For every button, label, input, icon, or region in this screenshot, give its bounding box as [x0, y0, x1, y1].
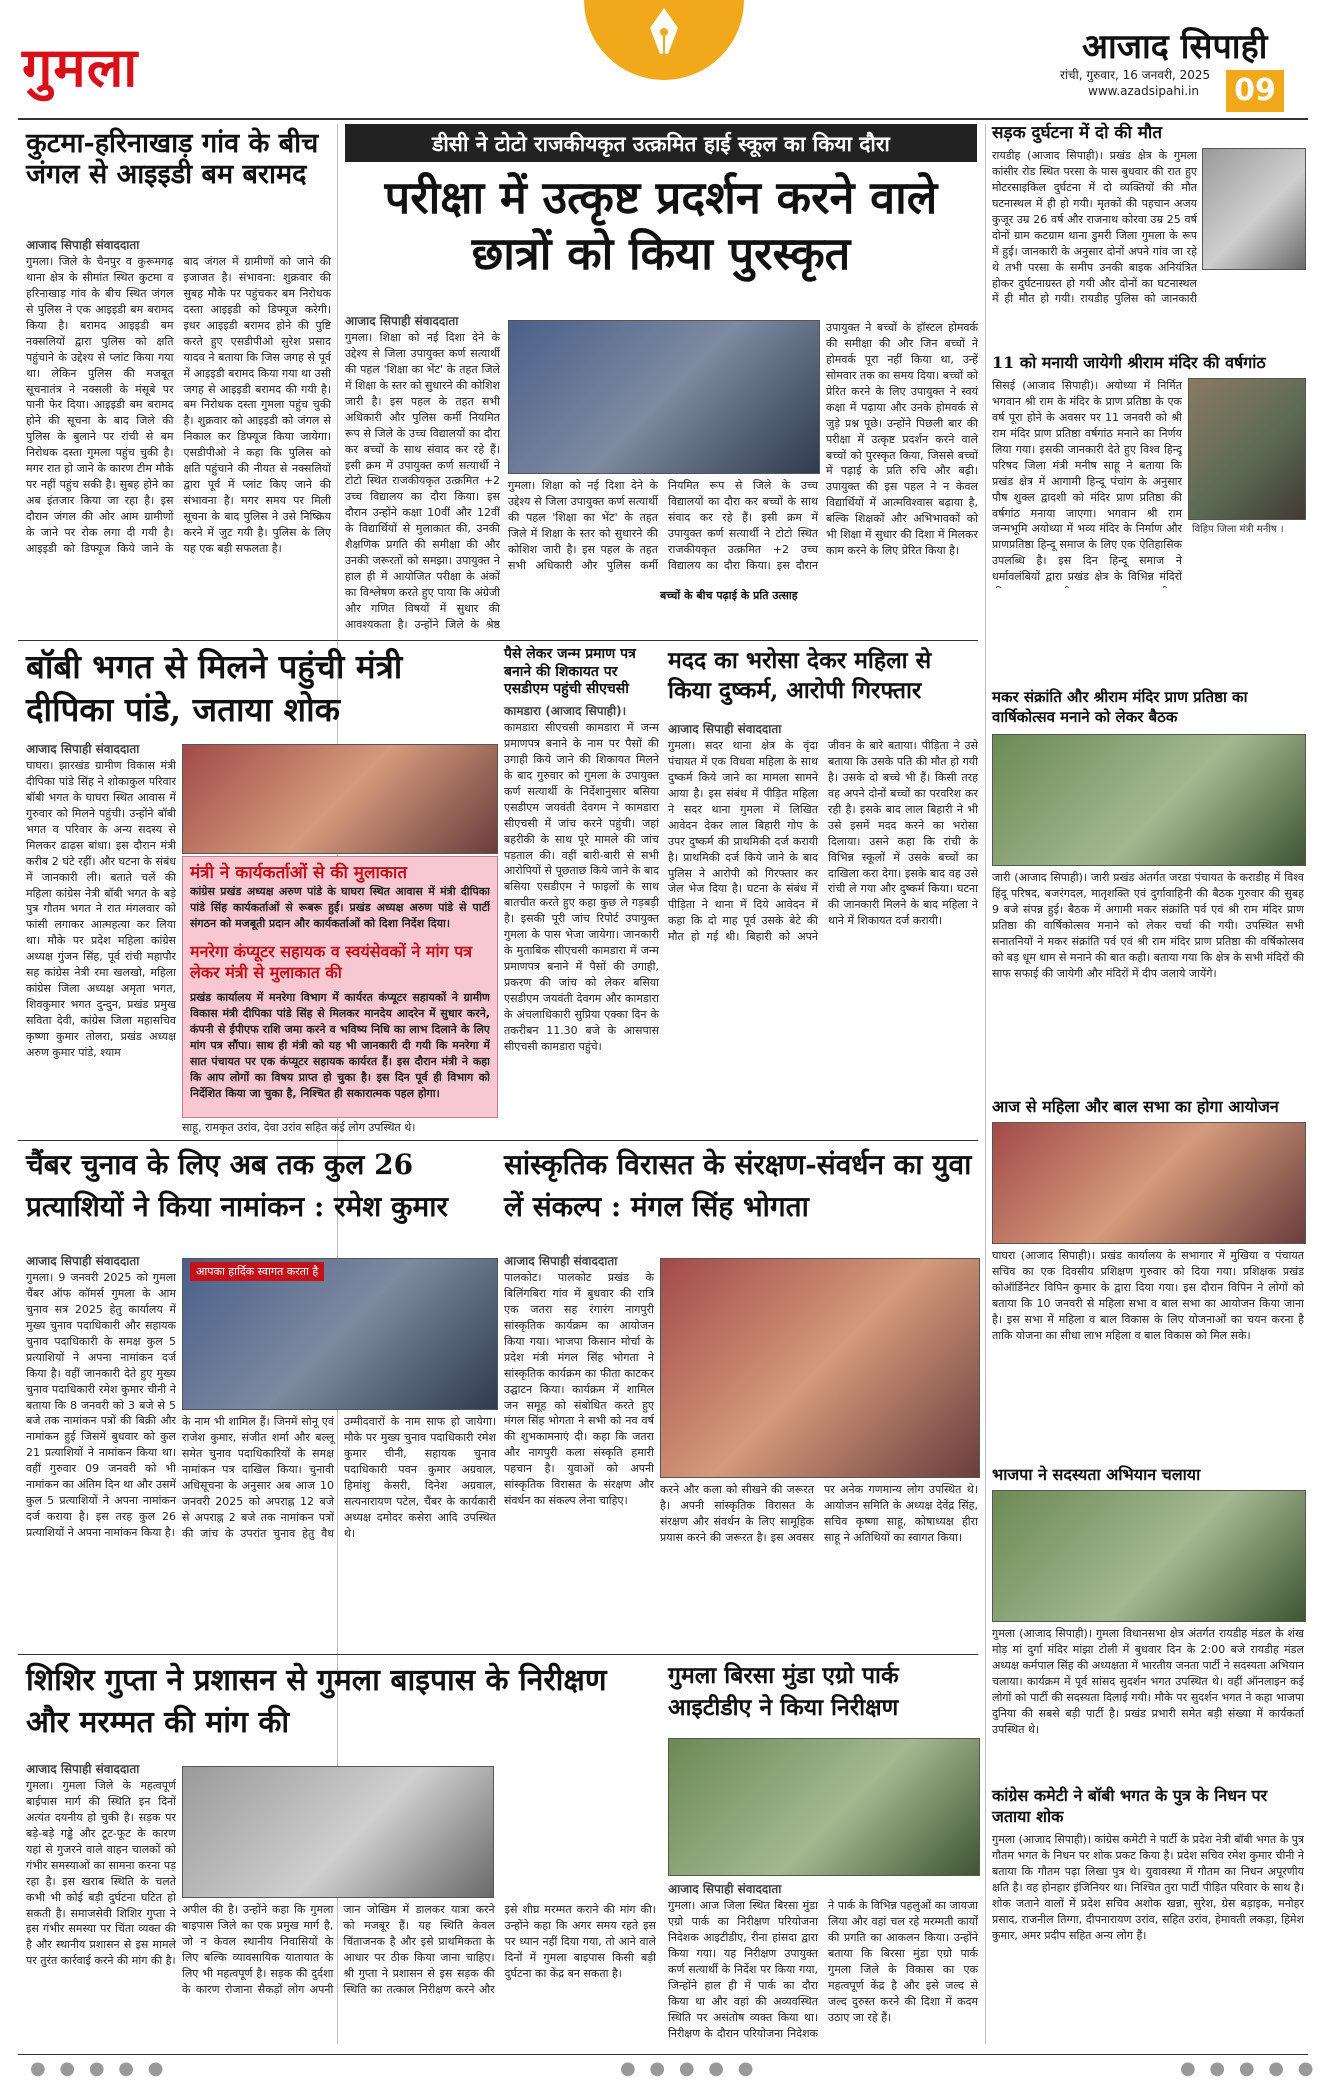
city-title: गुमला: [22, 35, 139, 99]
story15-body: गुमला (आजाद सिपाही)। कांग्रेस कमेटी ने पार्टी के प्रदेश नेत्री बॉबी भगत के पुत्र गौतम भगत के निधन पर शोक प्रकट किया है। प्रदेश सचिव रमेश कुमार चीनी ने बताया कि गौतम पढ़ा लिखा पुत्र थे। युवावस्था में गौतम का निधन अपूरणीय क्षति है। वह होनहार इंजिनियर था। निश्चित तुरा पार्टी पीड़ित परिवार के साथ है। शोक जताने वालों में प्रदेश सचिव अशोक खन्ना, सुरेश, ग्रेस बड़ाइक, मनोहर प्रसाद, राजनील तिग्गा, दीपनारायण उरांव, सहित उरांव, हेमावती लकड़ा, हिमेश कुमार, अमर प्रदीप सहित अन्य लोग हैं।: [992, 1833, 1304, 1942]
story13-byline: आजाद सिपाही संवाददाता: [26, 1762, 140, 1776]
damaged-bypass-photo: [182, 1766, 494, 1898]
story5-body: घाघरा। झारखंड ग्रामीण विकास मंत्री दीपिका पांडे सिंह ने शोकाकुल परिवार बॉबी भगत के घाघरा स्थित आवास में गुरुवार को मिलने पहुंची। उन्होंने बॉबी भगत व परिवार के अन्य सदस्य से मिलकर ढाढ़स बांधा। इस दौरान मंत्री करीब 2 घंटे रहीं। और घटना के संबंध में जानकारी ली। बताते चलें की महिला कांग्रेस नेत्री बॉबी भगत के बड़े पुत्र गौतम भगत ने रात मंगलवार को फांसी लगाकर आत्महत्या कर लिया था। मौके पर प्रदेश महिला कांग्रेस अध्यक्ष गुंजन सिंह, पूर्व रांची महापौर सह कांग्रेस नेत्री रमा खलखो, महिला कांग्रेस जिला अध्यक्ष अमृता भगत, शिवकुमार भगत दुन्दुन, प्रखंड प्रमुख सविता देवी, कांग्रेस जिला महासचिव कृष्णा कुमार तोलरा, प्रखंड अध्यक्ष अरुण कुमार पांडे, श्याम: [26, 759, 176, 1059]
story4-body-cont: [992, 590, 1304, 682]
story2-subhead: बच्चों के बीच पढ़ाई के प्रति उत्साह: [660, 589, 798, 602]
accident-bike-photo: [1202, 148, 1306, 270]
story10-headline: चैंबर चुनाव के लिए अब तक कुल 26 प्रत्याशियों ने किया नामांकन : रमेश कुमार: [26, 1148, 448, 1223]
story2-headline: परीक्षा में उत्कृष्ट प्रदर्शन करने वाले छात्रों को किया पुरस्कृत: [384, 171, 938, 281]
box-subtitle: मनरेगा कंप्यूटर सहायक व स्वयंसेवकों ने मांग पत्र लेकर मंत्री से मुलाकात की: [190, 942, 473, 982]
minister-visit-photo: [182, 744, 498, 854]
meeting-photo: [992, 734, 1306, 866]
story2-byline: आजाद सिपाही संवाददाता: [345, 314, 459, 328]
box-footer: साहू, रामकृत उरांव, देवा उरांव सहित कई लोग उपस्थित थे।: [182, 1121, 416, 1134]
masthead: [0, 0, 1325, 118]
story8-body: जारी (आजाद सिपाही)। जारी प्रखंड अंतर्गत जरडा पंचायत के कराडीह में विश्व हिंदू परिषद, बजरंगदल, मातृशक्ति एवं दुर्गावाहिनी की बैठक गुरुवार की सुबह 9 बजे संपन्न हुई। बैठक में अगामी मकर संक्रांति पर्व एवं श्री राम मंदिर प्राण प्रतिष्ठा की वार्षिकोत्सव मनाने को लेकर चर्चा की गयी। उपस्थित सभी सनातनियों ने मकर संक्रांति पर्व एवं श्री राम मंदिर प्राण प्रतिष्ठा की वर्षिकोत्सव को बड़ धूम धाम से मनाने की बात कही। बताया गया कि क्षेत्र के सभी मंदिरों की साफ सफाई की जायेगी और मंदिरों में दीप जलाये जायेंगे।: [992, 871, 1304, 980]
story12-body: गुमला (आजाद सिपाही)। गुमला विधानसभा क्षेत्र अंतर्गत रायडीह मंडल के शंख मोड़ मां दुर्गा मंदिर मांझा टोली में बुधवार दिन के 2:00 बजे रायडीह मंडल अध्यक्ष कर्मपाल सिंह की अध्यक्षता में भारतीय जनता पार्टी ने सदस्यता अभियान चलाया। कार्यक्रम में पूर्व सांसद सुदर्शन भगत उपस्थित थे। वहीं ऑनलाइन कई लोगों को पार्टी की सदस्यता दिलाई गयी। मौके पर सुदर्शन भगत ने कहा भाजपा दुनिया की सबसे बड़ी पार्टी है। प्रखंड प्रभारी समेत बड़ी संख्या में कार्यकर्ता उपस्थित थे।: [992, 1627, 1304, 1736]
story1-headline: कुटमा-हरिनाखाड़ गांव के बीच जंगल से आइइडी बम बरामद: [26, 128, 319, 191]
box-title: मंत्री ने कार्यकर्ताओं से की मुलाकात: [190, 863, 408, 883]
website[interactable]: www.azadsipahi.in: [1088, 84, 1200, 98]
welcome-poster-text: आपका हार्दिक स्वागत करता है: [190, 1262, 324, 1281]
bjp-membership-photo: [992, 1490, 1306, 1622]
date-line: रांची, गुरुवार, 16 जनवरी, 2025: [1060, 68, 1211, 82]
story9-headline: आज से महिला और बाल सभा का होगा आयोजन: [992, 1097, 1279, 1116]
registration-dots-right: ● ● ● ● ●: [1180, 2058, 1318, 2079]
story4-headline: 11 को मनायी जायेगी श्रीराम मंदिर की वर्षगांठ: [992, 353, 1266, 372]
women-sabha-photo: [992, 1122, 1306, 1244]
page-number: 09: [1226, 70, 1284, 112]
story13-headline: शिशिर गुप्ता ने प्रशासन से गुमला बाइपास के निरीक्षण और मरम्मत की मांग की: [26, 1663, 607, 1740]
story13-body: गुमला। गुमला जिले के महत्वपूर्ण बाईपास मार्ग की स्थिति इन दिनों अत्यंत दयनीय हो चुकी है। सड़क पर बड़े-बड़े गड्ढे और टूट-फूट के कारण यहां से गुजरने वाले वाहन चालकों को गंभीर समस्याओं का सामना करना पड़ रहा है। इस खराब स्थिति के चलते कभी भी कोई बड़ी दुर्घटना घटित हो सकती है। समाजसेवी शिशिर गुप्ता ने इस गंभीर समस्या पर चिंता व्यक्त की है और स्थानीय प्रशासन से इस मामले पर तुरंत कार्रवाई करने की मांग की है।: [26, 1779, 176, 1968]
story11-body: पालकोट। पालकोट प्रखंड के बिलिंगबिरा गांव में बुधवार की रात्रि एक जतरा सह रंगारंग नागपुरी सांस्कृतिक कार्यक्रम का आयोजन किया गया। भाजपा किसान मोर्चा के प्रदेश मंत्री मंगल सिंह भोगता ने सांस्कृतिक कार्यक्रम का फीता काटकर उद्घाटन किया। कार्यक्रम में शामिल जन समूह को संबोधित करते हुए मंगल सिंह भोगता ने सभी को नव वर्ष की शुभकामनाएं दी। कहा कि जतरा और नागपुरी कला संस्कृति हमारी पहचान है। युवाओं को अपनी सांस्कृतिक विरासत के संरक्षण और संवर्धन का संकल्प लेना चाहिए।: [504, 1271, 654, 1508]
story2-kicker: डीसी ने टोटो राजकीयकृत उत्क्रमित हाई स्कूल का किया दौरा: [432, 131, 890, 156]
story5-headline: बॉबी भगत से मिलने पहुंची मंत्री दीपिका पांडे, जताया शोक: [26, 647, 403, 729]
agro-park-photo: [668, 1738, 980, 1876]
footer-rule: [18, 2054, 1308, 2055]
story2-body-cont: गुमला। शिक्षा को नई दिशा देने के उद्देश्य से जिला उपायुक्त कर्ण सत्यार्थी की पहल 'शिक्षा का भेंट' के तहत जिले में शिक्षा के स्तर को सुधारने की कोशिश जारी है। इस पहल के तहत सभी अधिकारी और पुलिस कर्मी नियमित रूप से जिले के उच्च विद्यालयों का दौरा कर बच्चों के साथ संवाद कर रहे हैं। इसी क्रम में उपायुक्त कर्ण सत्यार्थी ने टोटो स्थित राजकीयकृत उत्क्रमित +2 उच्च विद्यालय का दौरा किया। इस दौरान: [508, 479, 818, 572]
story11-byline: आजाद सिपाही संवाददाता: [504, 1254, 618, 1268]
story6-byline: कामडारा (आजाद सिपाही)।: [504, 704, 627, 718]
story7-headline: मदद का भरोसा देकर महिला से किया दुष्कर्म, आरोपी गिरफ्तार: [668, 647, 932, 704]
story12-headline: भाजपा ने सदस्यता अभियान चलाया: [992, 1465, 1201, 1484]
story4-body: सिसई (आजाद सिपाही)। अयोध्या में निर्मित भगवान श्री राम के मंदिर के प्राण प्रतिष्ठा के एक वर्ष पूरा होने के अवसर पर 11 जनवरी को श्री राम मंदिर प्राण प्रतिष्ठा वर्षगांठ मनाने का निर्णय लिया गया। इसकी जानकारी देते हुए विश्व हिन्दू परिषद जिला मंत्री मनीष साहू ने बताया कि प्रखंड क्षेत्र में आगामी हिन्दू पंचांग के अनुसार पौष शुक्ल द्वादशी को मंदिर प्राण प्रतिष्ठा की वर्षगांठ मनाया जाएगा। भगवान श्री राम जन्मभूमि अयोध्या में भव्य मंदिर के निर्माण और प्राणप्रतिष्ठा हिन्दू समाज के लिए एक ऐतिहासिक उपलब्धि है। इस दिन हिन्दू समाज ने धर्मावलंबियों द्वारा प्रखंड क्षेत्र के विभिन्न मंदिरों: [992, 379, 1182, 584]
story2-body2: उपायुक्त ने बच्चों के हॉस्टल होमवर्क की समीक्षा की और जिन बच्चों ने होमवर्क पूरा नहीं किया था, उन्हें सोमवार तक का समय दिया। बच्चों को प्रेरित करने के लिए उपायुक्त ने स्वयं कक्षा में पढ़ाया और उनके होमवर्क से जुड़े प्रश्न पूछे। उन्होंने पिछली बार की परीक्षा में उत्कृष्ट प्रदर्शन करने वाले बच्चों को पुरस्कृत किया, जिससे बच्चों में पढ़ाई के प्रति रुचि और बढ़ी। उपायुक्त की इस पहल ने न केवल विद्यार्थियों में आत्मविश्वास बढ़ाया है, बल्कि शिक्षकों और अभिभावकों को भी शिक्षा में सुधार की दिशा में मिलकर काम करने के लिए प्रेरित किया है।: [826, 321, 978, 558]
newspaper-name: आजाद सिपाही: [1082, 27, 1268, 67]
story7-byline: आजाद सिपाही संवाददाता: [668, 722, 782, 736]
story3-body: रायडीह (आजाद सिपाही)। प्रखंड क्षेत्र के गुमला कांसीर रोड स्थित परसा के पास बुधवार की रात हुए मोटरसाइकिल दुर्घटना में दो व्यक्तियों की मौत घटनास्थल में ही हो गयी। मृतकों की पहचान अजय कुजूर उम्र 26 वर्ष और राजनाथ कोरवा उम्र 25 वर्ष दोनों ग्राम कटग्राम थाना डुमरी जिला गुमला के रूप में हुई। जानकारी के अनुसार दोनों अपने गांव जा रहे थे तभी परसा के समीप उनकी बाइक अनियंत्रित होकर दुर्घटनाग्रस्त हो गयी और दोनों का घटनास्थल में ही मौत हो गयी। रायडीह पुलिस को जानकारी: [992, 149, 1197, 306]
story14-byline: आजाद सिपाही संवाददाता: [668, 1882, 782, 1896]
story5-byline: आजाद सिपाही संवाददाता: [26, 742, 140, 756]
column-divider: [985, 124, 986, 2044]
story7-body: गुमला। सदर थाना क्षेत्र के वृंदा पंचायत में एक विधवा महिला के साथ दुष्कर्म किये जाने का मामला सामने आया है। इस संबंध में पीड़ित महिला ने सदर थाना गुमला में लिखित आवेदन देकर लाल बिहारी गोप के उपर दुष्कर्म की प्राथमिकी दर्ज करायी है। प्राथमिकी दर्ज किये जाने के बाद पुलिस ने आरोपी को गिरफ्तार कर जेल भेज दिया है। घटना के संबंध में पीड़िता ने थाना में दिये आवेदन में कहा कि दो माह पूर्व उसके बेटे की मौत हो गई थी। बिहारी को अपने जीवन के बारे बताया। पीड़िता ने उसे बताया कि उसके पति की मौत हो गयी है। उसके दो बच्चे भी हैं। किसी तरह वह अपने दोनों बच्चों का परवरिश कर रही है। इसके बाद लाल बिहारी ने भी उसे इसमें मदद करने का भरोसा दिलाया। उसने कहा कि रांची के विभिन्न स्कूलों में उसके बच्चों का दाखिला करा देगा। इसके बाद वह उसे रांची ले गया और दुष्कर्म किया। घटना की जानकारी मिलने के बाद महिला ने थाने में शिकायत दर्ज करायी।: [668, 739, 978, 944]
section-rule: [18, 640, 978, 641]
story6-body: कामडारा सीएचसी कामडारा में जन्म प्रमाणपत्र बनाने के नाम पर पैसों की उगाही किये जाने की शिकायत मिलने के बाद गुरुवार को गुमला के उपायुक्त कर्ण सत्यार्थी के निर्देशानुसार बसिया एसडीएम जयवंती देवगम ने कामडारा सीएचसी में जांच करने पहुंची। जहां बहरीकी के साथ पूरे मामले की जांच पड़ताल की। वहीं बारी-बारी से सभी आरोपियों से पूछताछ किये जाने के बाद बसिया एसडीएम ने फाइलों के साथ बातचीत करते हुए कहा कुछ ले गड़बड़ी है। इसकी पूरी जांच रिपोर्ट उपायुक्त गुमला के पास भेजा जायेगा। जानकारी के मुताबिक सीएचसी कामडारा में जन्म प्रमाणपत्र बनाने में पैसों की उगाही, प्रकरण की जांच को लेकर बसिया एसडीएम जयवंती देवगम और कामडारा के अंचलाधिकारी सुप्रिया एक्का दिन के तकरीबन 11.30 बजे के आसपास सीएचसी कामडारा पहुंचे।: [504, 721, 659, 1053]
story10-body2: के नाम भी शामिल हैं। जिनमें सोनू एवं राजेश कुमार, संजीत शर्मा और बल्लू समेत चुनाव पदाधिकारियों के समक्ष नामांकन पत्र दाखिल किया। चुनावी अधिसूचना के अनुसार अब आज 10 जनवरी 2025 को अपराह्न 12 बजे से अपराह्न 2 बजे तक नामांकन पत्रों की जांच के उपरांत चुनाव हेतु वैध उम्मीदवारों के नाम साफ हो जायेगा। मौके पर मुख्य चुनाव पदाधिकारी रमेश कुमार चीनी, सहायक चुनाव पदाधिकारी पवन कुमार अग्रवाल, हिमांशु केसरी, दिनेश अग्रवाल, सत्यनारायण पटेल, चैंबर के कार्यकारी अध्यक्ष दमोदर कसेरा आदि उपस्थित थे।: [182, 1415, 496, 1540]
story14-body: गुमला। आज जिला स्थित बिरसा मुंडा एग्रो पार्क का निरीक्षण परियोजना निदेशक आइटीडीए, रीना हांसदा द्वारा किया गया। यह निरीक्षण उपायुक्त कर्ण सत्यार्थी के निर्देश पर किया गया, जिन्होंने हाल ही में पार्क का दौरा किया था और वहां की अव्यवस्थित स्थिति पर असंतोष व्यक्त किया था। निरीक्षण के दौरान परियोजना निदेशक ने पार्क के विभिन्न पहलुओं का जायजा लिया और वहां चल रहे मरम्मती कार्यों की प्रगति का आकलन किया। उन्होंने बताया कि बिरसा मुंडा एग्रो पार्क गुमला जिले के विकास का एक महत्वपूर्ण केंद्र है और इसे जल्द से जल्द दुरुस्त करने की दिशा में कदम उठाए जा रहे हैं।: [668, 1899, 978, 2040]
story8-headline: मकर संक्रांति और श्रीराम मंदिर प्राण प्रतिष्ठा का वार्षिकोत्सव मनाने को लेकर बैठक: [992, 688, 1248, 726]
cultural-program-photo: [660, 1258, 980, 1478]
manish-portrait-photo: [1188, 378, 1306, 520]
box-body2: प्रखंड कार्यालय में मनरेगा विभाग में कार्यरत कंप्यूटर सहायकों ने ग्रामीण विकास मंत्री दीपिका पांडे सिंह से मिलकर मानदेय आदरेन में सुधार करने, कंपनी से ईपीएफ राशि जमा करने व भविष्य निधि का लाभ दिलाने के लिए मांग पत्र सौंपा। साथ ही मंत्री को यह भी जानकारी दी गयी कि मनरेगा में सात पंचायत पर एक कंप्यूटर सहायक कार्यरत हैं। इस दौरान मंत्री ने कहा कि आप लोगों का विषय प्राप्त हो चुका है। इस दिन पूर्व ही विभाग को निर्देशित किया जा चुका है, निश्चित ही सकारात्मक पहल होगा।: [190, 991, 490, 1100]
registration-dots-center: ● ● ● ● ●: [620, 2058, 758, 2079]
story9-body: घाघरा (आजाद सिपाही)। प्रखंड कार्यालय के सभागार में मुखिया व पंचायत सचिव का एक दिवसीय प्रशिक्षण गुरुवार को दिया गया। प्रशिक्षक प्रखंड कोऑर्डिनेटर विपिन कुमार के द्वारा दिया गया। इस दौरान विपिन ने लोगों को बताया कि 10 जनवरी से महिला सभा व बाल सभा का आयोजन किया जाना है। इस सभा में महिला व बाल विकास के लिए योजनाओं का चयन करना है ताकि योजना का सीधा लाभ महिला व बाल विकास को मिल सके।: [992, 1249, 1304, 1342]
story6-headline: पैसे लेकर जन्म प्रमाण पत्र बनाने की शिकायत पर एसडीएम पहुंची सीएचसी: [504, 646, 636, 697]
story3-body-cont: [992, 308, 1304, 344]
story13-body2: अपील की है। उन्होंने कहा कि गुमला बाइपास जिले का एक प्रमुख मार्ग है, जो न केवल स्थानीय निवासियों के लिए बल्कि व्यावसायिक यातायात के लिए भी महत्वपूर्ण है। सड़क की दुर्दशा के कारण रोजाना सैकड़ों लोग अपनी जान जोखिम में डालकर यात्रा करने को मजबूर हैं। यह स्थिति केवल चिंताजनक है और इसे प्राथमिकता के आधार पर ठीक किया जाना चाहिए। श्री गुप्ता ने प्रशासन से इस सड़क की स्थिति का तत्काल निरीक्षण करने और इसे शीघ्र मरम्मत कराने की मांग की। उन्होंने कहा कि अगर समय रहते इस पर ध्यान नहीं दिया गया, तो आने वाले दिनों में गुमला बाइपास किसी बड़ी दुर्घटना का केंद्र बन सकता है।: [182, 1903, 656, 1996]
story14-headline: गुमला बिरसा मुंडा एग्रो पार्क आइटीडीए ने किया निरीक्षण: [668, 1662, 899, 1722]
manish-caption: विहिप जिला मंत्री मनीष ।: [1188, 520, 1304, 536]
pen-nib-icon: [644, 6, 684, 58]
registration-dots-left: ● ● ● ● ●: [30, 2058, 168, 2079]
story11-body2: करने और कला को सीखने की जरूरत है। अपनी सांस्कृतिक विरासत के संरक्षण और संवर्धन के लिए सामूहिक प्रयास करने की जरूरत है। इस अवसर पर अनेक गणमान्य लोग उपस्थित थे। आयोजन समिति के अध्यक्ष देवेंद्र सिंह, सचिव कृष्णा साहू, कोषाध्यक्ष हीरा साहू ने अतिथियों का स्वागत किया।: [660, 1483, 978, 1544]
story2-body: गुमला। शिक्षा को नई दिशा देने के उद्देश्य से जिला उपायुक्त कर्ण सत्यार्थी की पहल 'शिक्षा का भेंट' के तहत जिले में शिक्षा के स्तर को सुधारने की कोशिश जारी है। इस पहल के तहत सभी अधिकारी और पुलिस कर्मी नियमित रूप से जिले के उच्च विद्यालयों का दौरा कर बच्चों के साथ संवाद कर रहे हैं। इसी क्रम में उपायुक्त कर्ण सत्यार्थी ने टोटो स्थित राजकीयकृत उत्क्रमित +2 उच्च विद्यालय का दौरा किया। इस दौरान उन्होंने कक्षा 10वीं और 12वीं के विद्यार्थियों से मुलाकात की, उनकी शैक्षणिक प्रगति की समीक्षा की और उनकी जरूरतों को समझा। उपायुक्त ने हाल ही में आयोजित परीक्षा के अंकों का विश्लेषण करते हुए पाया कि अंग्रेजी और गणित विषयों में सुधार की आवश्यकता है। उन्होंने जिले के श्रेष्ठ: [345, 331, 500, 630]
story15-headline: कांग्रेस कमेटी ने बॉबी भगत के पुत्र के निधन पर जताया शोक: [992, 1786, 1268, 1826]
section-rule: [18, 1140, 978, 1141]
box-body1: कांग्रेस प्रखंड अध्यक्ष अरुण पांडे के घाघरा स्थित आवास में मंत्री दीपिका पांडे सिंह कार्यकर्ताओं से रूबरू हुईं। प्रखंड अध्यक्ष अरुण पांडे से पार्टी संगठन को मजबूती प्रदान और कार्यकर्ताओं को दिशा निर्देश दिया।: [190, 885, 490, 930]
story10-byline: आजाद सिपाही संवाददाता: [26, 1254, 140, 1268]
story10-body: गुमला। 9 जनवरी 2025 को गुमला चैंबर ऑफ कॉमर्स गुमला के आम चुनाव सत्र 2025 हेतु कार्यालय में मुख्य चुनाव पदाधिकारी और सहायक चुनाव पदाधिकारी के समक्ष कुल 5 प्रत्याशियों ने अपना नामांकन दर्ज किया है। वहीं जानकारी देते हुए मुख्य चुनाव पदाधिकारी रमेश कुमार चीनी ने बताया कि 8 जनवरी को 3 बजे से 5 बजे तक नामांकन पत्रों की बिक्री और नामांकन हुई जिसमें बुधवार को कुल 21 प्रत्याशियों ने नामांकन किया था। वहीं गुरुवार 09 जनवरी को भी नामांकन का अंतिम दिन था और उसमें कुल 5 प्रत्याशियों ने अपना नामांकन दर्ज कराया है। इस तरह कुल 26 प्रत्याशियों ने अपना नामांकन किया है।: [26, 1271, 176, 1539]
story1-byline: आजाद सिपाही संवाददाता: [26, 238, 140, 252]
story3-headline: सड़क दुर्घटना में दो की मौत: [992, 123, 1163, 143]
story11-headline: सांस्कृतिक विरासत के संरक्षण-संवर्धन का युवा लें संकल्प : मंगल सिंह भोगता: [504, 1148, 972, 1223]
story1-body: गुमला। जिले के चैनपुर व कुरूमगढ़ थाना क्षेत्र के सीमांत स्थित कुटमा व हरिनाखाड़ गांव के बीच स्थित जंगल से पुलिस ने एक आइइडी बम बरामद किया है। बरामद आइइडी बम नक्सलियों द्वारा पुलिस को क्षति पहुंचाने के उद्देश्य से प्लांट किया गया था। लेकिन पुलिस की मजबूत सूचनातंत्र ने नक्सली के मंसूबे पर पानी फेर दिया। आइइडी बम बरामद होने की सूचना के बाद जिले की पुलिस के बुलाने पर रांची से बम निरोधक दस्ता गुमला पहुंच चुकी है। मगर रात हो जाने के कारण टीम मौके पर नहीं पहुंच सकी है। सुबह होने का अब इंतजार किया जा रहा है। इस दौरान जंगल की ओर आम ग्रामीणों के जाने पर रोक लगा दी गयी है। आइइडी को डिफ्यूज किये जाने के बाद जंगल में ग्रामीणों को जाने की इजाजत है। संभावना: शुक्रवार की सुबह मौके पर पहुंचकर बम निरोधक दस्ता आइइडी को डिफ्यूज करेगी। इधर आइइडी बरामद होने की पुष्टि करते हुए एसडीपीओ सुरेश प्रसाद यादव ने बताया कि जिस जगह से पूर्व में आइइडी बरामद किया गया था उसी जगह से आइइडी बरामद की गयी है। बम निरोधक दस्ता गुमला पहुंच चुकी है। शुक्रवार को आइइडी को जंगल से निकाल कर डिफ्यूज किया जायेगा। एसडीपीओ ने कहा कि पुलिस को क्षति पहुंचाने की नीयत से नक्सलियों द्वारा पूर्व में प्लांट किए जाने की संभावना है। मगर समय पर मिली सूचना के बाद पुलिस ने उसे निष्क्रिय करने में जुट गयी है। पुलिस के लिए यह एक बड़ी सफलता है।: [26, 255, 331, 555]
masthead-rule: [18, 118, 1308, 120]
section-rule: [18, 1654, 978, 1655]
classroom-photo: [508, 320, 820, 474]
